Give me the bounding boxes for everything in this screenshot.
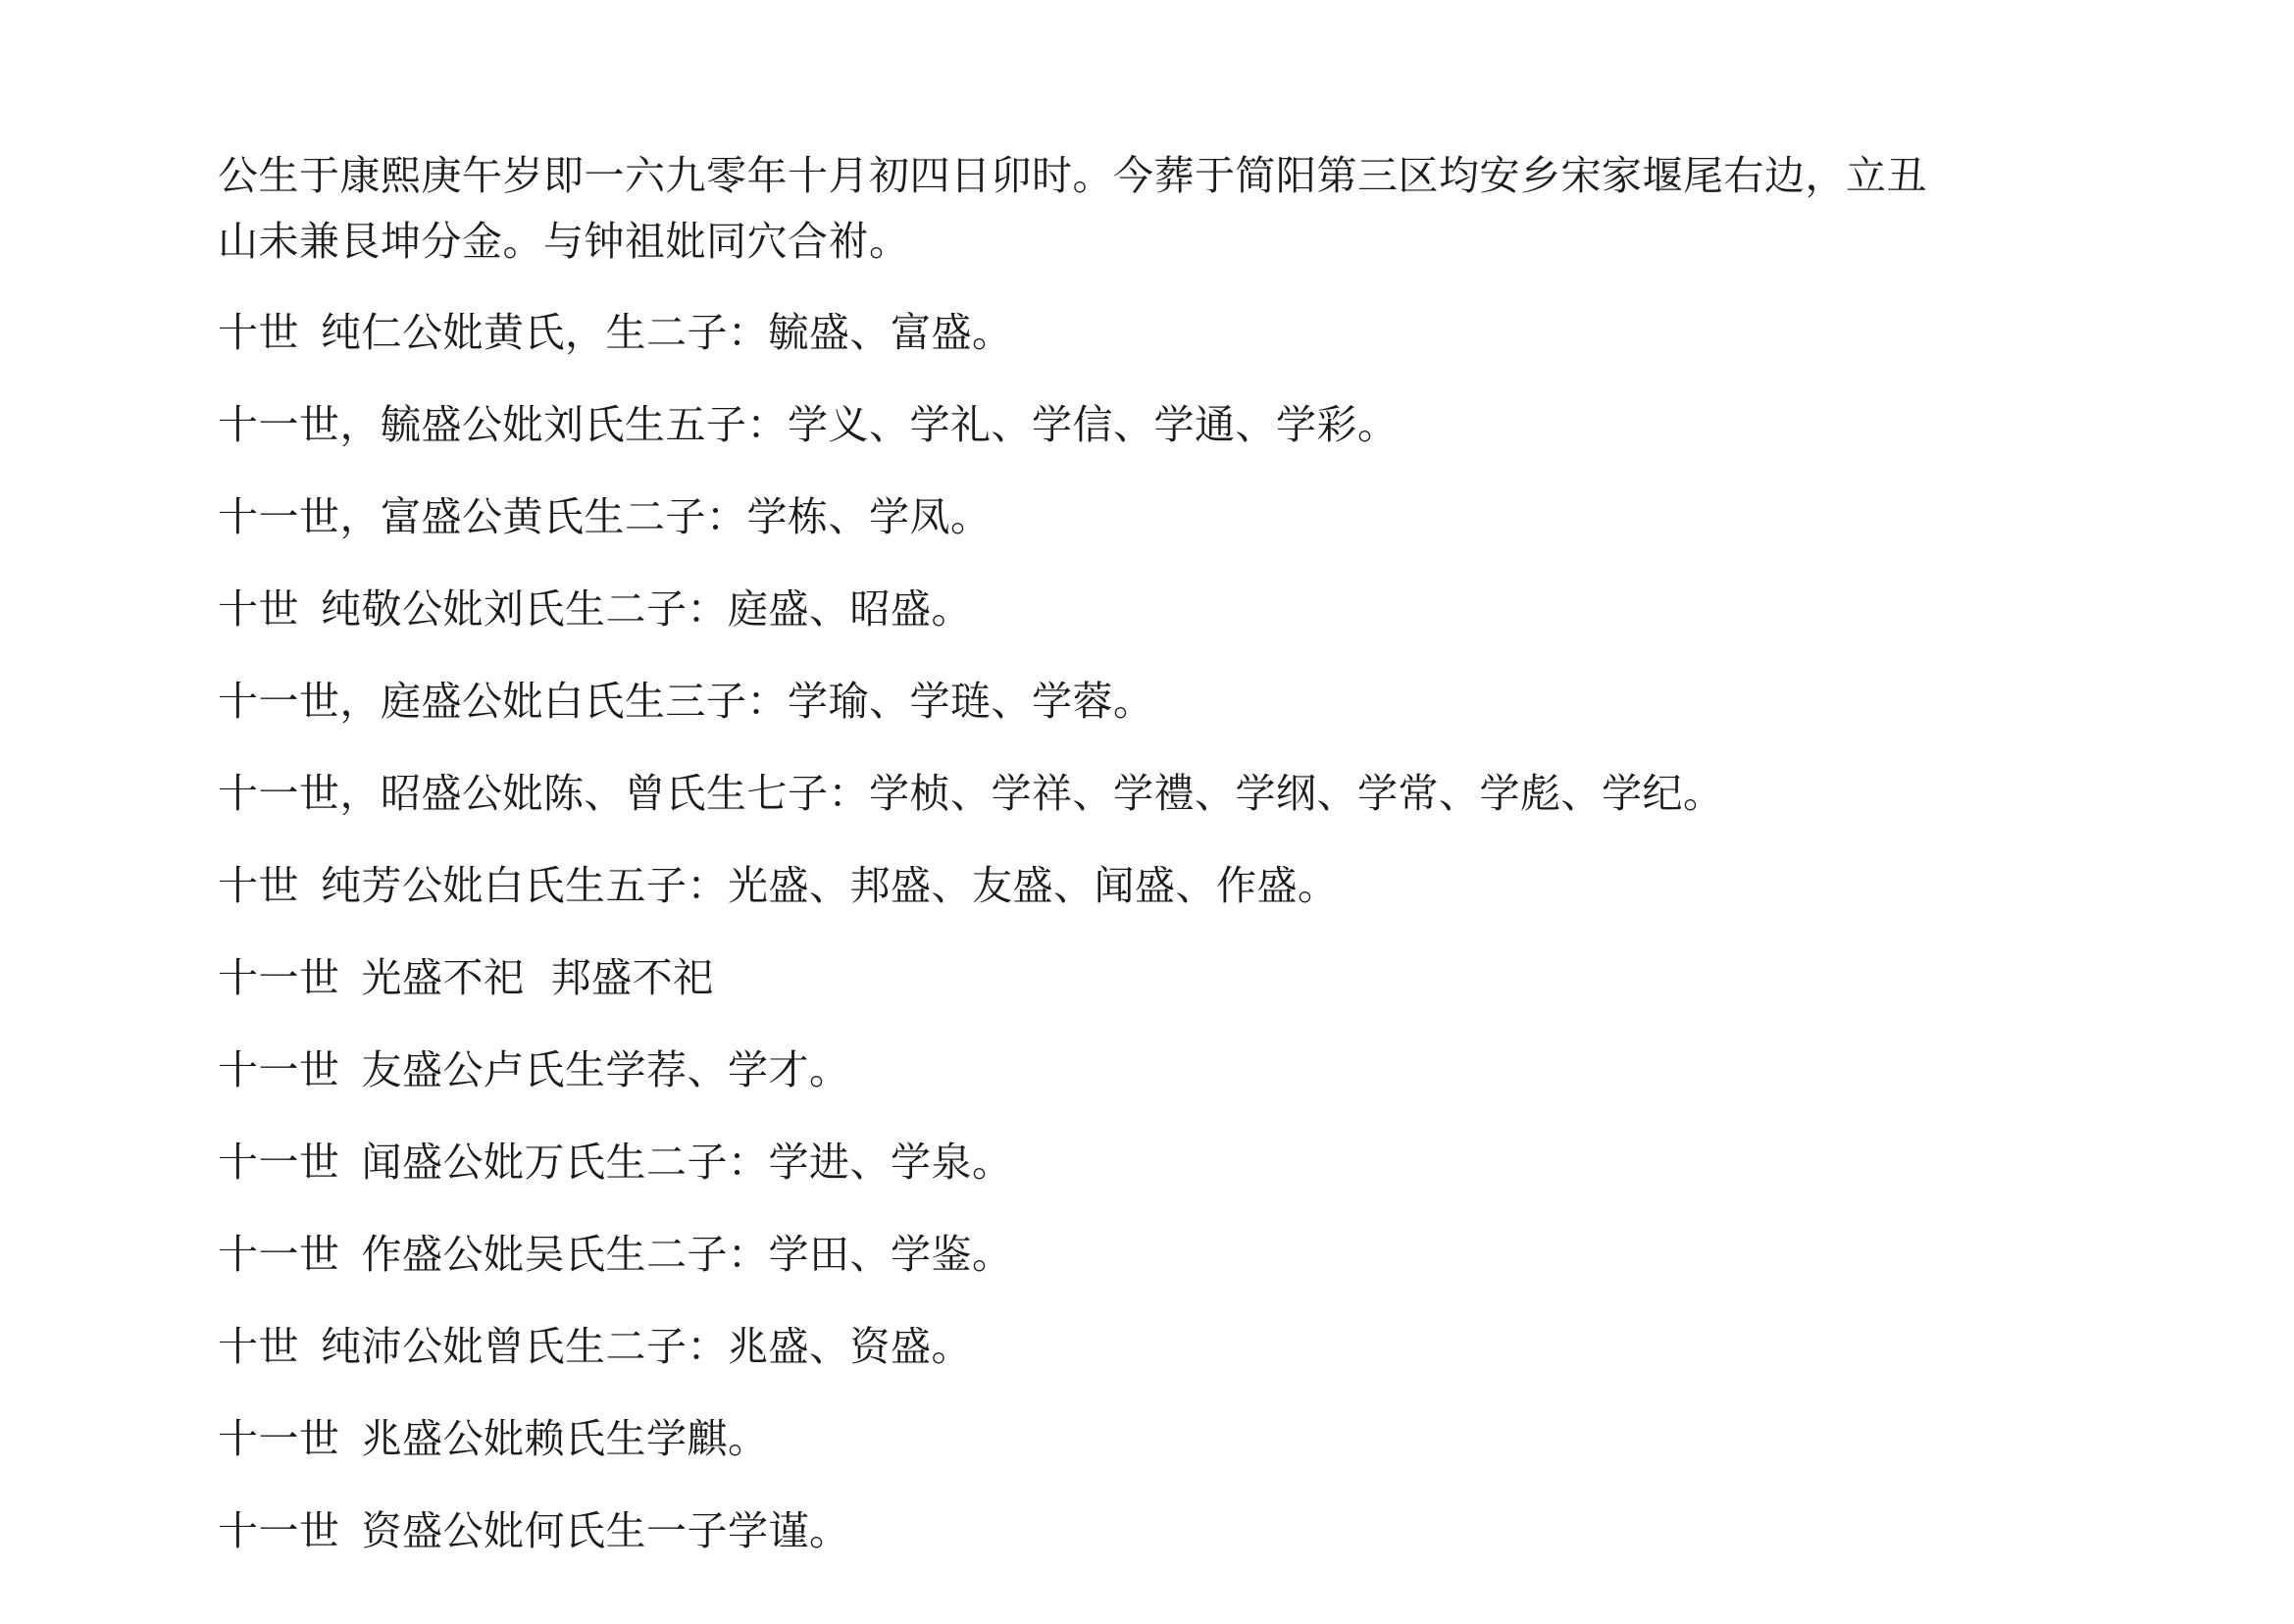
generation-label: 十一世， bbox=[218, 493, 381, 540]
entry-line bbox=[218, 1222, 2081, 1288]
entry-line bbox=[218, 1498, 2081, 1564]
generation-label: 十世 bbox=[218, 585, 299, 633]
entry-text: 作盛公妣吴氏生二子：学田、学鉴。 bbox=[361, 1231, 1013, 1278]
generation-label: 十一世， bbox=[218, 678, 381, 725]
entry-text: 毓盛公妣刘氏生五子：学义、学礼、学信、学通、学彩。 bbox=[381, 401, 1399, 448]
intro-paragraph bbox=[218, 143, 2081, 275]
entry-line bbox=[218, 761, 2081, 827]
entry-line bbox=[218, 1406, 2081, 1472]
intro-line-2: 山未兼艮坤分金。与钟祖妣同穴合祔。 bbox=[218, 218, 910, 265]
entry-text: 纯沛公妣曾氏生二子：兆盛、资盛。 bbox=[321, 1323, 972, 1370]
entry-line bbox=[218, 577, 2081, 642]
entry-line bbox=[218, 392, 2081, 458]
entry-text: 纯芳公妣白氏生五子：光盛、邦盛、友盛、闻盛、作盛。 bbox=[321, 862, 1339, 909]
generation-label: 十一世 bbox=[218, 1415, 340, 1462]
entry-line bbox=[218, 669, 2081, 735]
entry-text: 光盛不祀 邦盛不祀 bbox=[361, 954, 714, 1001]
generation-label: 十一世 bbox=[218, 1231, 340, 1278]
generation-label: 十一世 bbox=[218, 1507, 340, 1554]
entry-text: 闻盛公妣万氏生二子：学进、学泉。 bbox=[361, 1139, 1013, 1186]
entry-line bbox=[218, 945, 2081, 1011]
entry-text: 友盛公卢氏生学荐、学才。 bbox=[361, 1046, 850, 1093]
entry-line bbox=[218, 484, 2081, 550]
intro-line-1: 公生于康熙庚午岁即一六九零年十月初四日卯时。今葬于简阳第三区均安乡宋家堰尾右边，立丑 bbox=[218, 152, 1927, 199]
entry-text: 昭盛公妣陈、曾氏生七子：学桢、学祥、学禮、学纲、学常、学彪、学纪。 bbox=[381, 770, 1724, 817]
entry-text: 兆盛公妣赖氏生学麒。 bbox=[361, 1415, 769, 1462]
generation-label: 十世 bbox=[218, 1323, 299, 1370]
genealogy-text bbox=[218, 143, 2081, 1591]
entry-line bbox=[218, 853, 2081, 919]
generation-label: 十一世 bbox=[218, 1046, 340, 1093]
entry-text: 富盛公黄氏生二子：学栋、学凤。 bbox=[381, 493, 992, 540]
entry-line bbox=[218, 1038, 2081, 1103]
entry-text: 庭盛公妣白氏生三子：学瑜、学琏、学蓉。 bbox=[381, 678, 1154, 725]
entry-text: 纯敬公妣刘氏生二子：庭盛、昭盛。 bbox=[321, 585, 972, 633]
entry-line bbox=[218, 300, 2081, 366]
generation-label: 十世 bbox=[218, 862, 299, 909]
generation-label: 十一世， bbox=[218, 401, 381, 448]
entry-text: 资盛公妣何氏生一子学谨。 bbox=[361, 1507, 850, 1554]
generation-label: 十一世 bbox=[218, 954, 340, 1001]
entry-line bbox=[218, 1314, 2081, 1380]
entry-text: 纯仁公妣黄氏，生二子：毓盛、富盛。 bbox=[321, 309, 1013, 356]
generation-label: 十世 bbox=[218, 309, 299, 356]
generation-label: 十一世 bbox=[218, 1139, 340, 1186]
generation-label: 十一世， bbox=[218, 770, 381, 817]
entry-line bbox=[218, 1130, 2081, 1195]
